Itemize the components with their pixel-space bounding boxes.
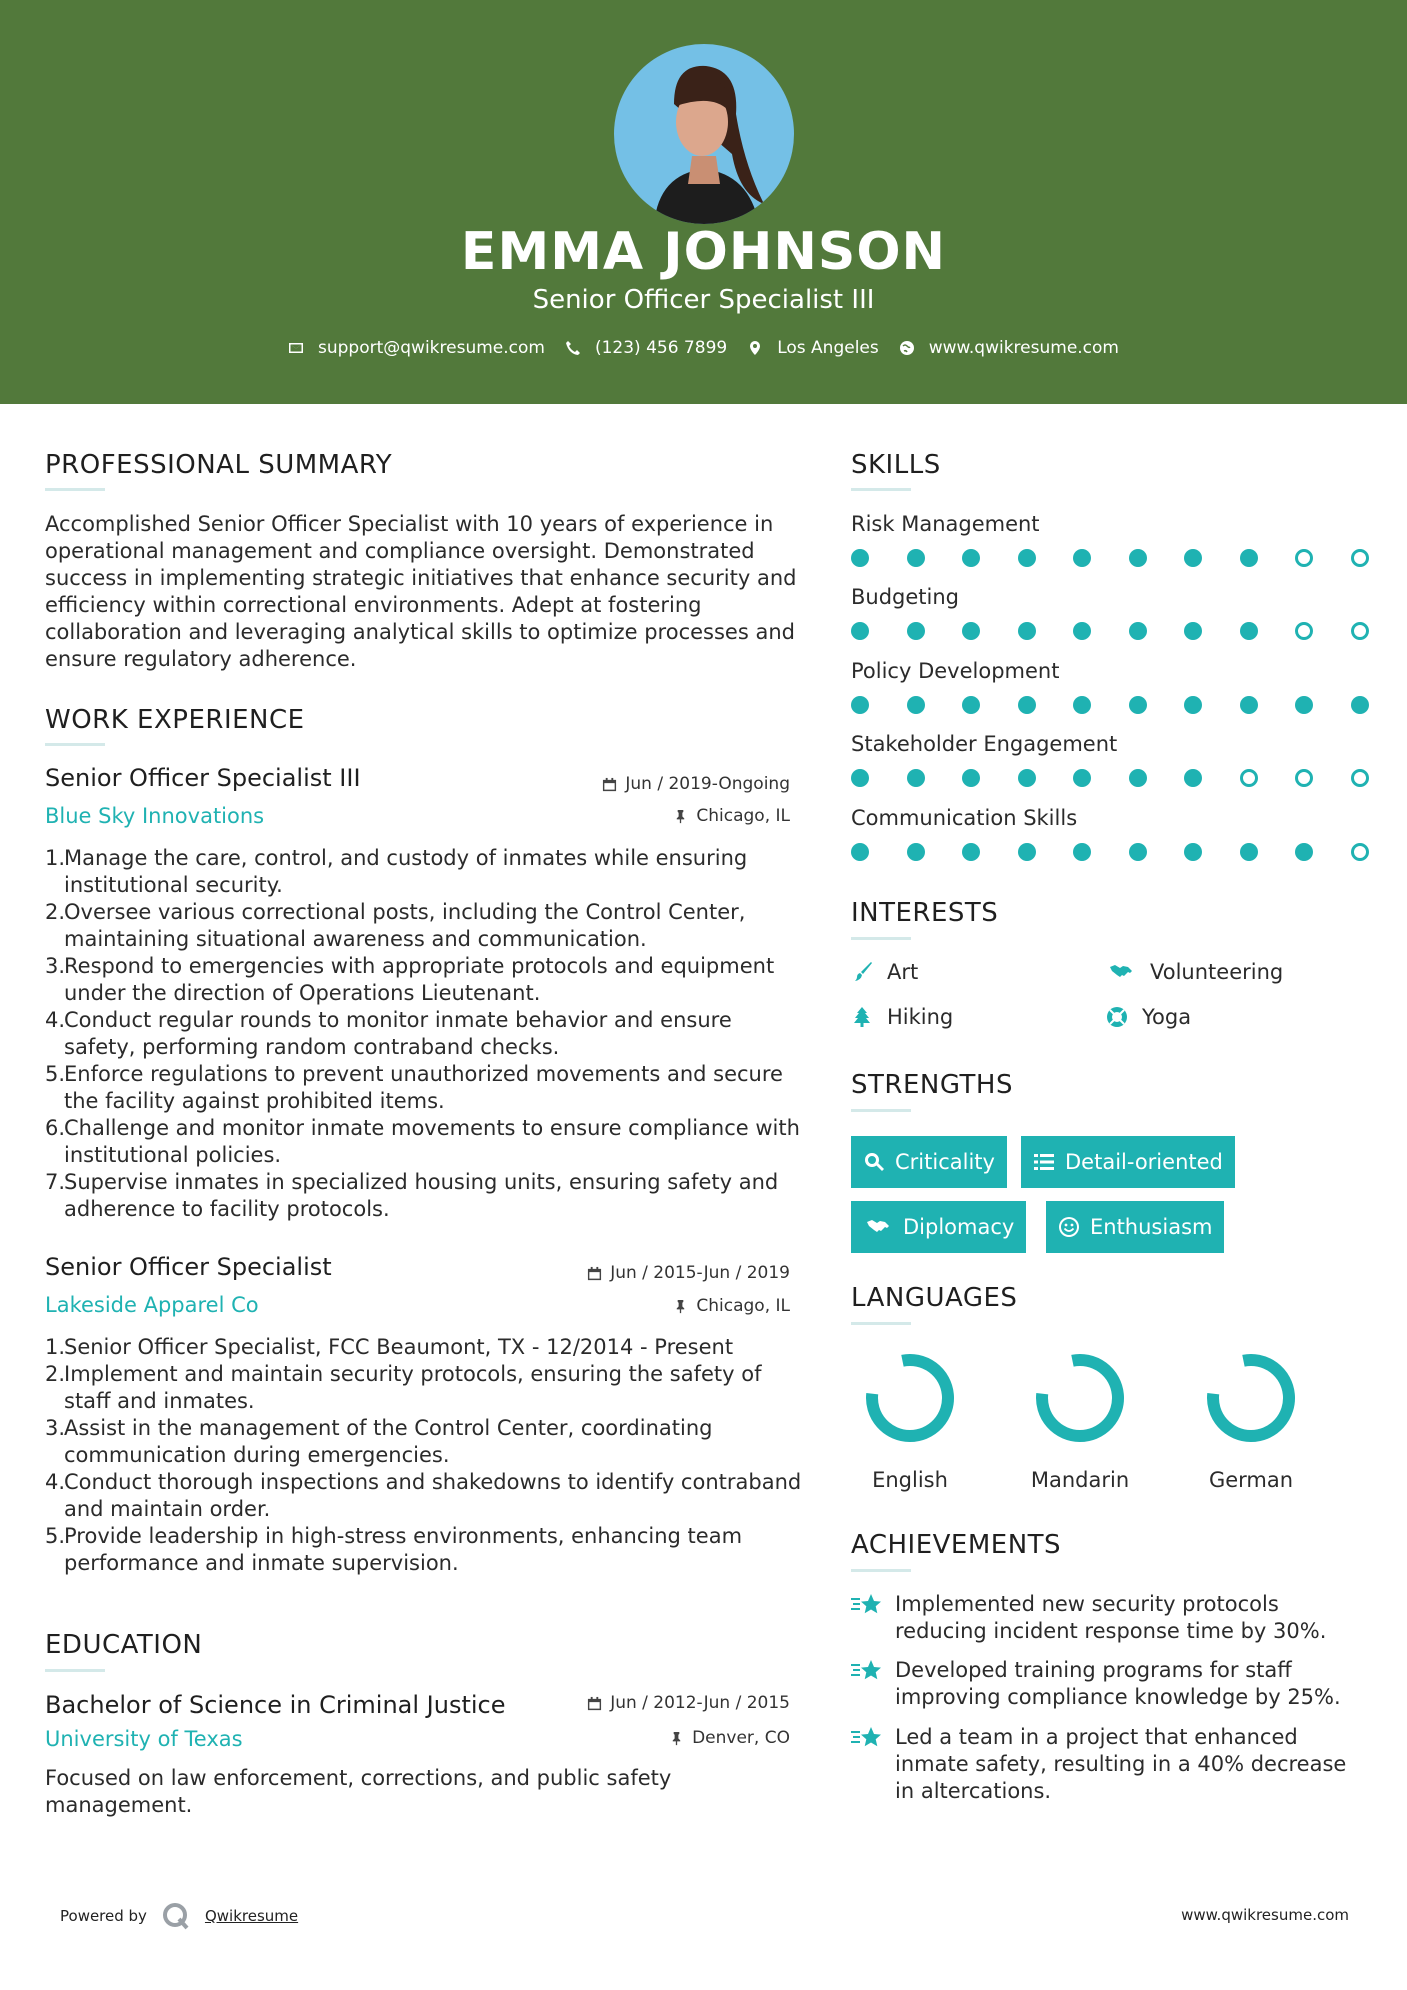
education-location xyxy=(669,1728,790,1748)
job-dates xyxy=(602,774,790,794)
skill-dot-filled xyxy=(1018,696,1036,714)
candidate-name: EMMA JOHNSON xyxy=(460,222,947,282)
resume-header xyxy=(0,0,1407,404)
skill-dot-filled xyxy=(1240,696,1258,714)
shooting-star-icon xyxy=(851,1724,885,1752)
list-item: 5. Provide leadership in high-stress environments, enhancing team performance and inmate supervision. xyxy=(45,1524,743,1575)
language-name: English xyxy=(872,1468,948,1492)
smile-icon xyxy=(1058,1216,1080,1238)
pushpin-icon xyxy=(669,1731,684,1746)
list-item: 5. Enforce regulations to prevent unauthorized movements and secure the facility against prohibited items. xyxy=(45,1062,783,1113)
job-location xyxy=(673,806,790,826)
skill-rating xyxy=(851,843,1406,861)
skill-dot-filled xyxy=(851,549,869,567)
summary-text: Accomplished Senior Officer Specialist with 10 years of experience in operational management and compliance oversight. Demonstrated success in implementing strategic initiatives that enhance security and efficiency within correctional environments. Adept at fostering collaboration and leveraging analytical skills to optimize processes and ensure regulatory adherence. xyxy=(45,512,797,671)
skill-dot-filled xyxy=(1073,549,1091,567)
skill-dot-filled xyxy=(1129,843,1147,861)
handshake-icon xyxy=(1106,961,1136,983)
language-item xyxy=(855,1352,965,1492)
skill-rating xyxy=(851,769,1406,787)
list-item: 1. Manage the care, control, and custody of inmates while ensuring institutional security. xyxy=(45,846,748,897)
powered-by-label: Powered by xyxy=(60,1907,147,1925)
skill-dot-filled xyxy=(1018,769,1036,787)
achievement-text: Developed training programs for staff improving compliance knowledge by 25%. xyxy=(895,1658,1341,1709)
languages-underline xyxy=(851,1322,911,1325)
skill-dot-empty xyxy=(1240,769,1258,787)
skill-dot-filled xyxy=(1073,843,1091,861)
language-name: Mandarin xyxy=(1030,1468,1130,1492)
skill-dot-filled xyxy=(1351,696,1369,714)
language-item xyxy=(1025,1352,1135,1492)
search-icon xyxy=(863,1151,885,1173)
job-title: Senior Officer Specialist xyxy=(45,1253,332,1281)
calendar-icon xyxy=(587,1696,602,1711)
job-dates-text: Jun / 2019-Ongoing xyxy=(625,774,790,794)
globe-icon xyxy=(899,340,915,356)
job-location xyxy=(673,1296,790,1316)
contact-email[interactable] xyxy=(288,338,545,358)
skill-dot-empty xyxy=(1295,622,1313,640)
skill-dot-empty xyxy=(1351,549,1369,567)
skill-dot-empty xyxy=(1351,769,1369,787)
pushpin-icon xyxy=(673,809,688,824)
skill-dot-filled xyxy=(1240,843,1258,861)
skill-dot-filled xyxy=(1073,622,1091,640)
achievement-item xyxy=(851,1724,1371,1805)
skill-dot-filled xyxy=(962,769,980,787)
skill-dot-empty xyxy=(1351,622,1369,640)
tree-icon xyxy=(851,1006,873,1028)
skill-dot-filled xyxy=(1129,769,1147,787)
job-duties-list xyxy=(45,845,805,1223)
list-item: 6. Challenge and monitor inmate movements to ensure compliance with institutional policies. xyxy=(45,1116,800,1167)
skill-rating xyxy=(851,549,1406,567)
skill-dot-filled xyxy=(1295,696,1313,714)
education-underline xyxy=(45,1669,105,1672)
achievement-item xyxy=(851,1657,1371,1711)
skill-dot-filled xyxy=(962,549,980,567)
skill-dot-filled xyxy=(907,549,925,567)
education-dates-text: Jun / 2012-Jun / 2015 xyxy=(610,1693,790,1713)
list-item: 2. Oversee various correctional posts, including the Control Center, maintaining situational awareness and communication. xyxy=(45,900,746,951)
envelope-icon xyxy=(288,340,304,356)
contact-website-text: www.qwikresume.com xyxy=(928,338,1119,358)
contact-location xyxy=(747,338,879,358)
skill-dot-filled xyxy=(1129,696,1147,714)
strengths-heading: STRENGTHS xyxy=(851,1070,1013,1100)
skill-dot-empty xyxy=(1351,843,1369,861)
skill-rating xyxy=(851,622,1406,640)
skill-dot-filled xyxy=(1240,549,1258,567)
education-description: Focused on law enforcement, corrections, and public safety management. xyxy=(45,1766,672,1817)
skills-underline xyxy=(851,488,911,491)
skill-dot-filled xyxy=(1240,622,1258,640)
list-item: 2. Implement and maintain security protocols, ensuring the safety of staff and inmates. xyxy=(45,1362,762,1413)
interests-underline xyxy=(851,937,911,940)
job-dates xyxy=(587,1263,790,1283)
skill-dot-filled xyxy=(1295,843,1313,861)
list-item: 4. Conduct thorough inspections and shakedowns to identify contraband and maintain order. xyxy=(45,1470,802,1521)
contact-phone-text: (123) 456 7899 xyxy=(594,338,728,358)
strength-tag: Detail-oriented xyxy=(1021,1136,1235,1188)
map-pin-icon xyxy=(747,340,763,356)
summary-heading: PROFESSIONAL SUMMARY xyxy=(45,450,393,480)
education-dates xyxy=(587,1693,790,1713)
skill-dot-filled xyxy=(1184,549,1202,567)
interest-item: Hiking xyxy=(851,1005,953,1029)
skill-dot-filled xyxy=(962,843,980,861)
skill-dot-filled xyxy=(962,696,980,714)
list-item: 4. Conduct regular rounds to monitor inmate behavior and ensure safety, performing random contraband checks. xyxy=(45,1008,732,1059)
skill-dot-filled xyxy=(1184,769,1202,787)
skill-dot-empty xyxy=(1295,769,1313,787)
skill-label: Policy Development xyxy=(851,659,1060,683)
skill-dot-filled xyxy=(907,769,925,787)
skill-dot-filled xyxy=(851,769,869,787)
skill-label: Communication Skills xyxy=(851,806,1078,830)
achievement-text: Led a team in a project that enhanced inmate safety, resulting in a 40% decrease in altercations. xyxy=(895,1725,1347,1803)
job-company: Blue Sky Innovations xyxy=(45,804,265,828)
experience-heading: WORK EXPERIENCE xyxy=(45,705,305,735)
job-dates-text: Jun / 2015-Jun / 2019 xyxy=(610,1263,790,1283)
job-location-text: Chicago, IL xyxy=(696,806,790,826)
language-item xyxy=(1196,1352,1306,1492)
skill-dot-filled xyxy=(962,622,980,640)
strengths-underline xyxy=(851,1109,911,1112)
calendar-icon xyxy=(602,777,617,792)
experience-underline xyxy=(45,743,105,746)
achievements-underline xyxy=(851,1569,911,1572)
contact-phone[interactable] xyxy=(565,338,727,358)
skill-dot-filled xyxy=(851,696,869,714)
contact-email-text: support@qwikresume.com xyxy=(318,338,545,358)
achievement-text: Implemented new security protocols reducing incident response time by 30%. xyxy=(895,1592,1327,1643)
achievement-item xyxy=(851,1591,1371,1645)
skill-dot-filled xyxy=(1018,843,1036,861)
degree-title: Bachelor of Science in Criminal Justice xyxy=(45,1691,506,1719)
powered-by xyxy=(60,1901,298,1931)
job-company: Lakeside Apparel Co xyxy=(45,1293,259,1317)
handshake-icon xyxy=(863,1216,893,1238)
strength-tag: Diplomacy xyxy=(851,1201,1026,1253)
skill-dot-filled xyxy=(1073,769,1091,787)
calendar-icon xyxy=(587,1266,602,1281)
skill-dot-filled xyxy=(1018,549,1036,567)
education-heading: EDUCATION xyxy=(45,1630,203,1660)
skill-dot-filled xyxy=(907,696,925,714)
skill-dot-filled xyxy=(1129,622,1147,640)
skill-rating xyxy=(851,696,1406,714)
strength-tag: Criticality xyxy=(851,1136,1007,1188)
shooting-star-icon xyxy=(851,1591,885,1619)
candidate-title: Senior Officer Specialist III xyxy=(532,285,875,315)
language-gauge xyxy=(1034,1352,1126,1444)
skill-dot-filled xyxy=(1184,696,1202,714)
skill-label: Risk Management xyxy=(851,512,1040,536)
job-title: Senior Officer Specialist III xyxy=(45,764,361,792)
pushpin-icon xyxy=(673,1299,688,1314)
life-ring-icon xyxy=(1106,1006,1128,1028)
skills-heading: SKILLS xyxy=(851,450,941,480)
school-name: University of Texas xyxy=(45,1727,243,1751)
paintbrush-icon xyxy=(851,961,873,983)
skill-dot-filled xyxy=(851,622,869,640)
interest-item: Yoga xyxy=(1106,1005,1191,1029)
skill-dot-empty xyxy=(1295,549,1313,567)
brand-link[interactable]: Qwikresume xyxy=(204,1907,299,1925)
skill-dot-filled xyxy=(851,843,869,861)
skill-label: Budgeting xyxy=(851,585,960,609)
language-gauge xyxy=(1205,1352,1297,1444)
contact-bar xyxy=(0,338,1407,358)
skill-dot-filled xyxy=(907,843,925,861)
contact-location-text: Los Angeles xyxy=(777,338,879,358)
skill-label: Stakeholder Engagement xyxy=(851,732,1118,756)
footer-url[interactable]: www.qwikresume.com xyxy=(1181,1906,1349,1924)
skill-dot-filled xyxy=(1129,549,1147,567)
language-name: German xyxy=(1208,1468,1294,1492)
profile-photo xyxy=(614,44,794,224)
qwikresume-logo-icon xyxy=(161,1901,191,1931)
language-gauge xyxy=(864,1352,956,1444)
job-duties-list xyxy=(45,1334,805,1577)
languages-heading: LANGUAGES xyxy=(851,1283,1018,1313)
strength-tag: Enthusiasm xyxy=(1046,1201,1224,1253)
interests-heading: INTERESTS xyxy=(851,898,999,928)
list-item: 3. Respond to emergencies with appropriate protocols and equipment under the direction of Operations Lieutenant. xyxy=(45,954,775,1005)
skill-dot-filled xyxy=(1018,622,1036,640)
job-location-text: Chicago, IL xyxy=(696,1296,790,1316)
list-item: 1. Senior Officer Specialist, FCC Beaumont, TX - 12/2014 - Present xyxy=(45,1335,734,1359)
interest-item: Volunteering xyxy=(1106,960,1283,984)
interest-item: Art xyxy=(851,960,918,984)
summary-underline xyxy=(45,488,105,491)
list-item: 3. Assist in the management of the Control Center, coordinating communication during emergencies. xyxy=(45,1416,713,1467)
skill-dot-filled xyxy=(1184,622,1202,640)
education-location-text: Denver, CO xyxy=(692,1728,790,1748)
shooting-star-icon xyxy=(851,1657,885,1685)
achievements-heading: ACHIEVEMENTS xyxy=(851,1530,1062,1560)
skill-dot-filled xyxy=(907,622,925,640)
skill-dot-filled xyxy=(1184,843,1202,861)
list-icon xyxy=(1033,1151,1055,1173)
contact-website[interactable] xyxy=(899,338,1119,358)
skill-dot-filled xyxy=(1073,696,1091,714)
phone-icon xyxy=(565,340,581,356)
list-item: 7. Supervise inmates in specialized housing units, ensuring safety and adherence to facility protocols. xyxy=(45,1170,779,1221)
